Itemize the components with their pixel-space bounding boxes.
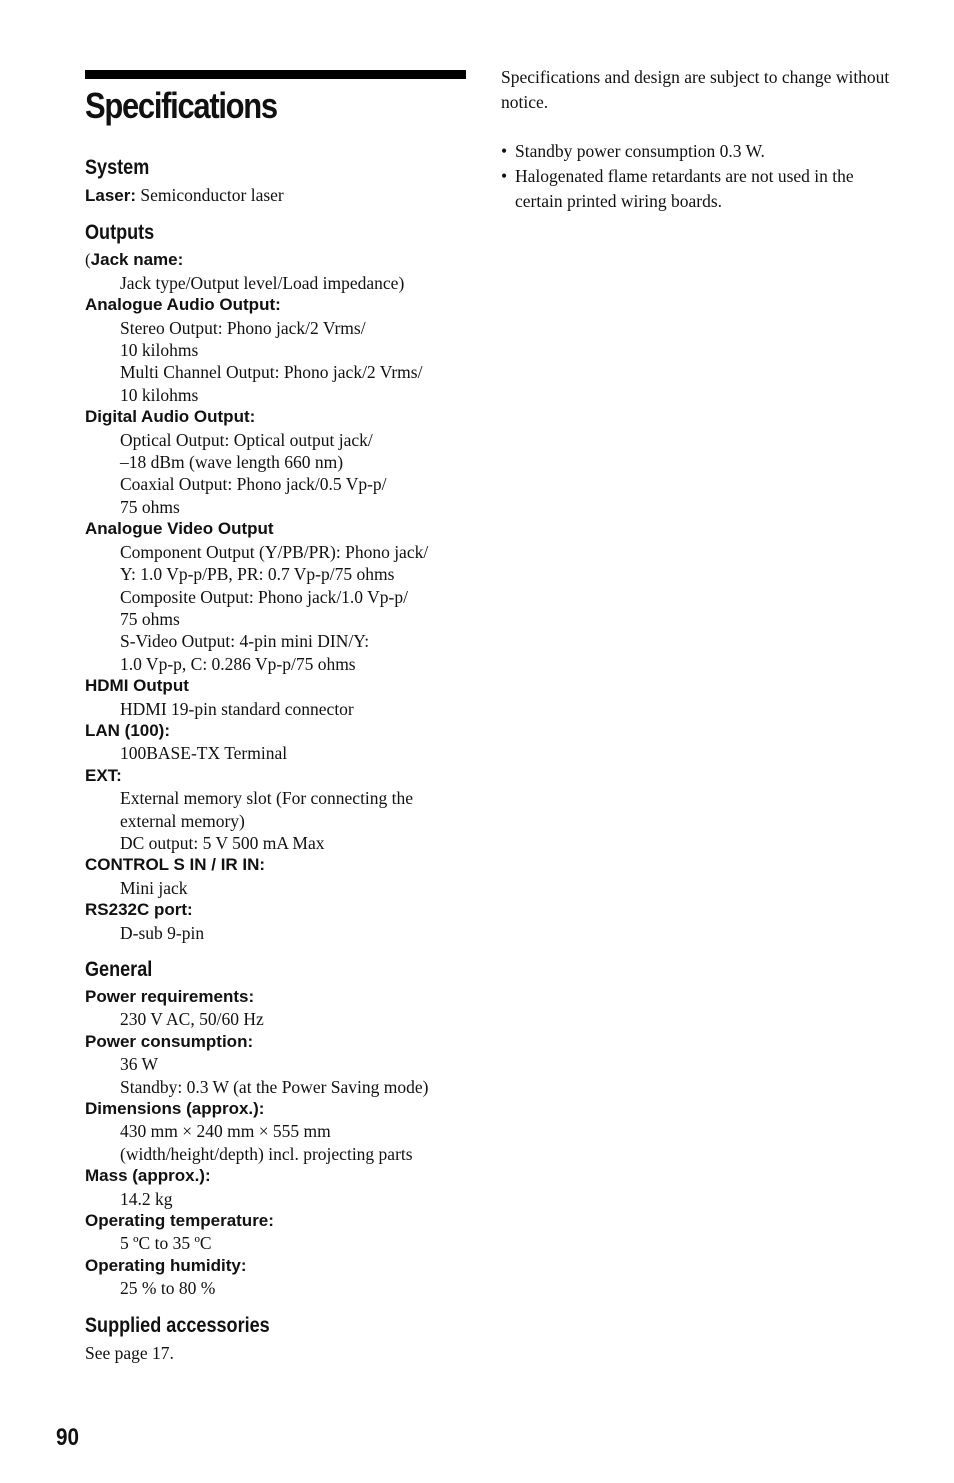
- spec-value: 100BASE-TX Terminal: [120, 743, 288, 764]
- spec-value: Component Output (Y/PB/PR): Phono jack/ Y: 1.0 Vp-p/PB, PR: 0.7 Vp-p/75 ohms Composite Output: Phono jack/1.0 Vp-p/ 75 ohms S-Video Output: 4-pin mini DIN/Y: 1.0 Vp-p, C: 0.286 Vp-p/75 ohms: [120, 541, 429, 674]
- spec-item: [85, 765, 470, 855]
- spec-item: [85, 720, 470, 765]
- spec-item: [85, 1031, 470, 1098]
- spec-value: 5 ºC to 35 ºC: [120, 1233, 212, 1254]
- section-heading: System: [85, 156, 150, 179]
- section-heading: Outputs: [85, 221, 155, 245]
- spec-item: [85, 675, 470, 720]
- legend-open: (: [85, 250, 91, 270]
- left-column: [85, 155, 470, 1377]
- right-column: [501, 65, 891, 214]
- section-system: [85, 155, 470, 207]
- spec-label: LAN (100):: [85, 720, 171, 740]
- section-outputs: [85, 220, 470, 944]
- spec-label: EXT:: [85, 765, 122, 785]
- spec-value: External memory slot (For connecting the external memory) DC output: 5 V 500 mA Max: [120, 788, 414, 853]
- spec-item: [85, 406, 470, 518]
- section-general: [85, 957, 470, 1300]
- spec-item: [85, 184, 470, 207]
- spec-item: [85, 518, 470, 675]
- spec-item: [85, 294, 470, 406]
- spec-item: [85, 1255, 470, 1300]
- spec-value: HDMI 19-pin standard connector: [120, 698, 354, 719]
- spec-item: [85, 1098, 470, 1165]
- spec-label: CONTROL S IN / IR IN:: [85, 855, 266, 875]
- spec-legend: [85, 249, 470, 294]
- spec-label: Digital Audio Output:: [85, 407, 256, 427]
- spec-label: Power requirements:: [85, 987, 255, 1006]
- section-accessories: [85, 1313, 470, 1364]
- spec-item: [85, 854, 470, 899]
- spec-value: Stereo Output: Phono jack/2 Vrms/ 10 kilohms Multi Channel Output: Phono jack/2 Vrms/ 10 kilohms: [120, 317, 423, 405]
- spec-value: Mini jack: [120, 877, 188, 898]
- legend-label: Jack name:: [90, 250, 184, 270]
- spec-label: Dimensions (approx.):: [85, 1099, 265, 1119]
- spec-label: Power consumption:: [85, 1031, 254, 1051]
- spec-value: 14.2 kg: [120, 1188, 173, 1209]
- spec-item: [85, 1210, 470, 1255]
- legend-value: Jack type/Output level/Load impedance): [120, 272, 405, 293]
- page-number: 90: [56, 1424, 79, 1451]
- spec-value: D-sub 9-pin: [120, 922, 205, 943]
- spec-label: Analogue Audio Output:: [85, 295, 281, 315]
- section-heading: General: [85, 958, 153, 981]
- spec-label: Operating temperature:: [85, 1211, 274, 1231]
- spec-label: HDMI Output: [85, 676, 189, 696]
- spec-item: [85, 1165, 470, 1210]
- spec-label: Operating humidity:: [85, 1255, 247, 1275]
- spec-value: Semiconductor laser: [140, 185, 284, 205]
- accessories-text: See page 17.: [85, 1342, 174, 1363]
- section-heading: Supplied accessories: [85, 1313, 270, 1337]
- bullet-mark: •: [501, 141, 508, 161]
- bullet-item: [501, 139, 891, 164]
- spec-label: Analogue Video Output: [85, 519, 274, 539]
- bullet-mark: •: [501, 166, 508, 186]
- spec-item: [85, 899, 470, 944]
- bullet-item: [501, 164, 891, 214]
- bullet-text: Standby power consumption 0.3 W.: [515, 141, 765, 161]
- spec-label: Laser:: [85, 186, 137, 205]
- spec-label: RS232C port:: [85, 900, 193, 920]
- spec-value: 36 W Standby: 0.3 W (at the Power Saving mode): [120, 1054, 429, 1097]
- title-rule: [85, 70, 466, 79]
- page-title: Specifications: [85, 85, 277, 126]
- spec-item: [85, 986, 470, 1031]
- spec-value: Optical Output: Optical output jack/ –18 dBm (wave length 660 nm) Coaxial Output: Phono jack/0.5 Vp-p/ 75 ohms: [120, 429, 387, 517]
- spec-value: 25 % to 80 %: [120, 1278, 216, 1299]
- spec-value: 230 V AC, 50/60 Hz: [120, 1009, 264, 1030]
- spec-value: 430 mm × 240 mm × 555 mm (width/height/depth) incl. projecting parts: [120, 1121, 413, 1164]
- spec-label: Mass (approx.):: [85, 1166, 211, 1186]
- bullet-text: Halogenated flame retardants are not used in the certain printed wiring boards.: [515, 166, 854, 211]
- notice-text: Specifications and design are subject to change without notice.: [501, 67, 890, 112]
